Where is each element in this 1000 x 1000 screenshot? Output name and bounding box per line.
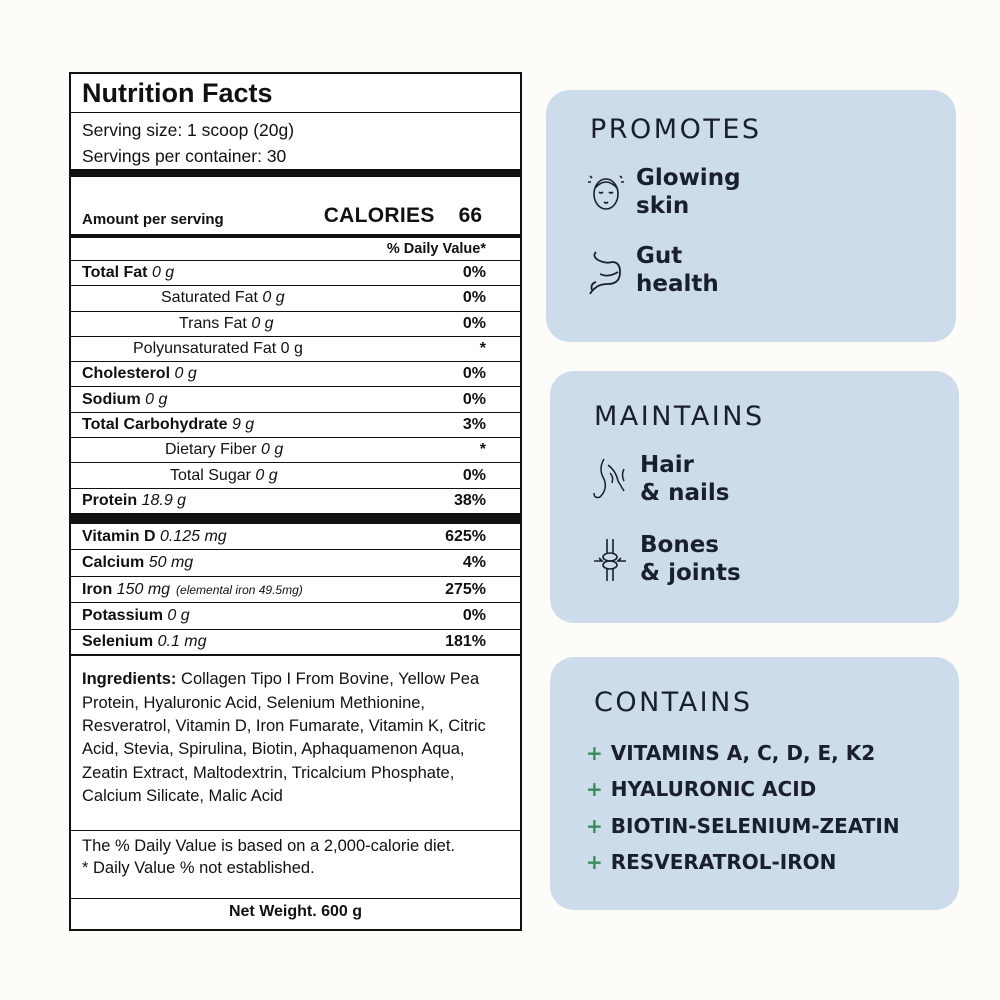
contains-item	[586, 741, 875, 765]
nutrient-dv: 0%	[462, 264, 486, 282]
benefit-hair-nails	[590, 451, 729, 507]
vitamin-name	[82, 607, 463, 625]
nutrient-label: Saturated Fat	[161, 289, 258, 307]
vitamin-label: Iron	[82, 580, 113, 598]
footnote	[71, 831, 520, 899]
contains-title: CONTAINS	[594, 687, 753, 718]
nutrient-label: Sodium	[82, 390, 141, 408]
benefit-line: Gut	[636, 243, 683, 269]
benefit-line: health	[636, 271, 719, 297]
vitamin-note: (elemental iron 49.5mg)	[176, 582, 303, 597]
nutrient-name	[82, 492, 454, 510]
nutrient-amount: 18.9 g	[141, 491, 187, 509]
vitamin-label: Selenium	[82, 633, 154, 651]
nutrient-dv: 3%	[462, 415, 486, 433]
calories-value: 66	[458, 204, 482, 227]
benefit-line: & nails	[640, 480, 730, 506]
nutrient-dv: 0%	[462, 390, 486, 408]
vitamin-dv: 181%	[445, 633, 486, 651]
benefit-glowing-skin	[586, 164, 741, 220]
vitamin-amount: 0 g	[167, 607, 190, 625]
nutrient-amount: 0 g	[261, 441, 284, 459]
contains-item	[586, 814, 900, 838]
contains-item	[586, 777, 816, 801]
calories-label: CALORIES	[323, 204, 435, 227]
nutrient-label: Cholesterol	[82, 365, 171, 383]
servings-per-container: Servings per container: 30	[82, 146, 287, 166]
label-title: Nutrition Facts	[71, 74, 520, 113]
vitamin-amount: 50 mg	[148, 554, 194, 572]
stomach-icon	[586, 246, 626, 294]
nutrient-amount: 0 g	[151, 264, 175, 282]
footnote-not-established: * Daily Value % not established.	[82, 859, 315, 878]
vitamin-dv: 625%	[445, 527, 486, 545]
nutrient-row	[71, 463, 520, 488]
contains-item-label: BIOTIN-SELENIUM-ZEATIN	[610, 814, 900, 838]
nutrient-name	[82, 391, 463, 409]
thick-divider	[71, 169, 520, 177]
vitamin-row	[71, 630, 520, 657]
benefit-line: Glowing	[636, 165, 741, 191]
nutrient-amount: 0 g	[145, 390, 168, 408]
vitamin-name	[82, 528, 445, 546]
vitamin-name	[82, 633, 445, 651]
contains-item-label: RESVERATROL-IRON	[610, 850, 837, 874]
nutrient-amount: g	[294, 340, 303, 358]
net-weight: Net Weight. 600 g	[228, 903, 363, 921]
nutrient-dv: 0%	[462, 466, 486, 484]
nutrient-label: Total Sugar	[170, 466, 251, 484]
nutrient-amount: 0 g	[174, 365, 197, 383]
footnote-daily-value: The % Daily Value is based on a 2,000-calorie diet.	[82, 837, 455, 856]
daily-value-header: % Daily Value*	[71, 238, 520, 261]
nutrient-row	[71, 362, 520, 387]
vitamin-row	[71, 550, 520, 577]
vitamin-dv: 275%	[445, 580, 486, 598]
benefit-line: skin	[636, 193, 690, 219]
benefit-line: & joints	[640, 560, 741, 586]
nutrient-amount: 0 g	[262, 289, 285, 307]
amount-per-serving: Amount per serving	[82, 211, 224, 228]
vitamin-amount: 0.1 mg	[157, 633, 207, 651]
nutrition-facts-label	[69, 72, 522, 931]
nutrient-row	[71, 312, 520, 337]
vitamin-dv: 4%	[462, 554, 486, 572]
nutrient-row	[71, 413, 520, 438]
nutrient-row	[71, 489, 520, 514]
face-icon	[586, 168, 626, 216]
contains-card	[550, 657, 959, 910]
nutrient-name	[170, 467, 463, 485]
plus-icon: +	[586, 850, 603, 874]
nutrient-name	[82, 365, 463, 383]
contains-item-label: VITAMINS A, C, D, E, K2	[610, 741, 876, 765]
contains-item-label: HYALURONIC ACID	[610, 777, 817, 801]
vitamin-row	[71, 524, 520, 551]
benefit-bones-joints	[590, 531, 741, 587]
plus-icon: +	[586, 814, 603, 838]
serving-size: Serving size: 1 scoop (20g)	[82, 120, 295, 140]
vitamin-name	[82, 581, 445, 599]
vitamin-dv: 0%	[462, 607, 486, 625]
vitamin-label: Calcium	[82, 554, 145, 572]
nutrient-row	[71, 261, 520, 286]
ingredients-text: Collagen Tipo I From Bovine, Yellow Pea Protein, Hyaluronic Acid, Selenium Methionine, Resveratrol, Vitamin D, Iron Fumarate, Vitamin K, Citric Acid, Stevia, Spirulina, Biotin, Aphaquamenon Aqua, Zeatin Extract, Maltodextrin, Tricalcium Phosphate, Calcium Silicate, Malic Acid	[82, 670, 486, 805]
nutrient-amount: 0 g	[255, 466, 278, 484]
maintains-card	[550, 371, 959, 623]
promotes-title: PROMOTES	[590, 114, 762, 145]
nutrient-row	[71, 337, 520, 362]
vitamin-label: Vitamin D	[82, 527, 156, 545]
vitamin-amount: 0.125 mg	[159, 527, 227, 545]
contains-item	[586, 850, 836, 874]
nutrient-label: Polyunsaturated Fat 0	[133, 340, 290, 358]
nutrient-dv: *	[479, 441, 486, 459]
hair-icon	[590, 455, 630, 503]
nutrient-name	[161, 289, 463, 307]
plus-icon: +	[586, 777, 603, 801]
nutrient-row	[71, 286, 520, 311]
thick-divider	[71, 514, 520, 524]
benefit-line: Bones	[640, 532, 719, 558]
nutrient-name	[165, 441, 480, 459]
benefit-line: Hair	[640, 452, 694, 478]
joint-icon	[590, 535, 630, 583]
nutrient-dv: 0%	[462, 314, 486, 332]
nutrient-row	[71, 438, 520, 463]
nutrient-dv: 0%	[462, 365, 486, 383]
ingredients-label: Ingredients:	[82, 670, 177, 689]
nutrient-label: Trans Fat	[179, 314, 247, 332]
serving-info	[71, 113, 520, 169]
nutrient-amount: 9 g	[231, 415, 255, 433]
nutrient-dv: 0%	[462, 289, 486, 307]
nutrient-name	[133, 340, 480, 358]
calories-row	[71, 177, 520, 238]
nutrient-name	[82, 264, 463, 282]
vitamin-row	[71, 577, 520, 604]
nutrient-row	[71, 387, 520, 412]
promotes-card	[546, 90, 956, 342]
vitamin-amount: 150 mg	[116, 580, 171, 598]
benefit-gut-health	[586, 242, 719, 298]
maintains-title: MAINTAINS	[594, 401, 765, 432]
nutrient-label: Dietary Fiber	[165, 441, 257, 459]
ingredients	[71, 656, 520, 831]
nutrient-name	[82, 416, 463, 434]
plus-icon: +	[586, 741, 603, 765]
nutrient-name	[179, 315, 463, 333]
nutrient-label: Total Fat	[82, 264, 148, 282]
vitamin-name	[82, 554, 463, 572]
nutrient-dv: *	[479, 340, 486, 358]
nutrient-label: Protein	[82, 491, 138, 509]
nutrient-amount: 0 g	[251, 314, 274, 332]
vitamin-row	[71, 603, 520, 630]
nutrient-label: Total Carbohydrate	[82, 415, 228, 433]
nutrient-dv: 38%	[453, 491, 486, 509]
vitamin-label: Potassium	[82, 607, 163, 625]
